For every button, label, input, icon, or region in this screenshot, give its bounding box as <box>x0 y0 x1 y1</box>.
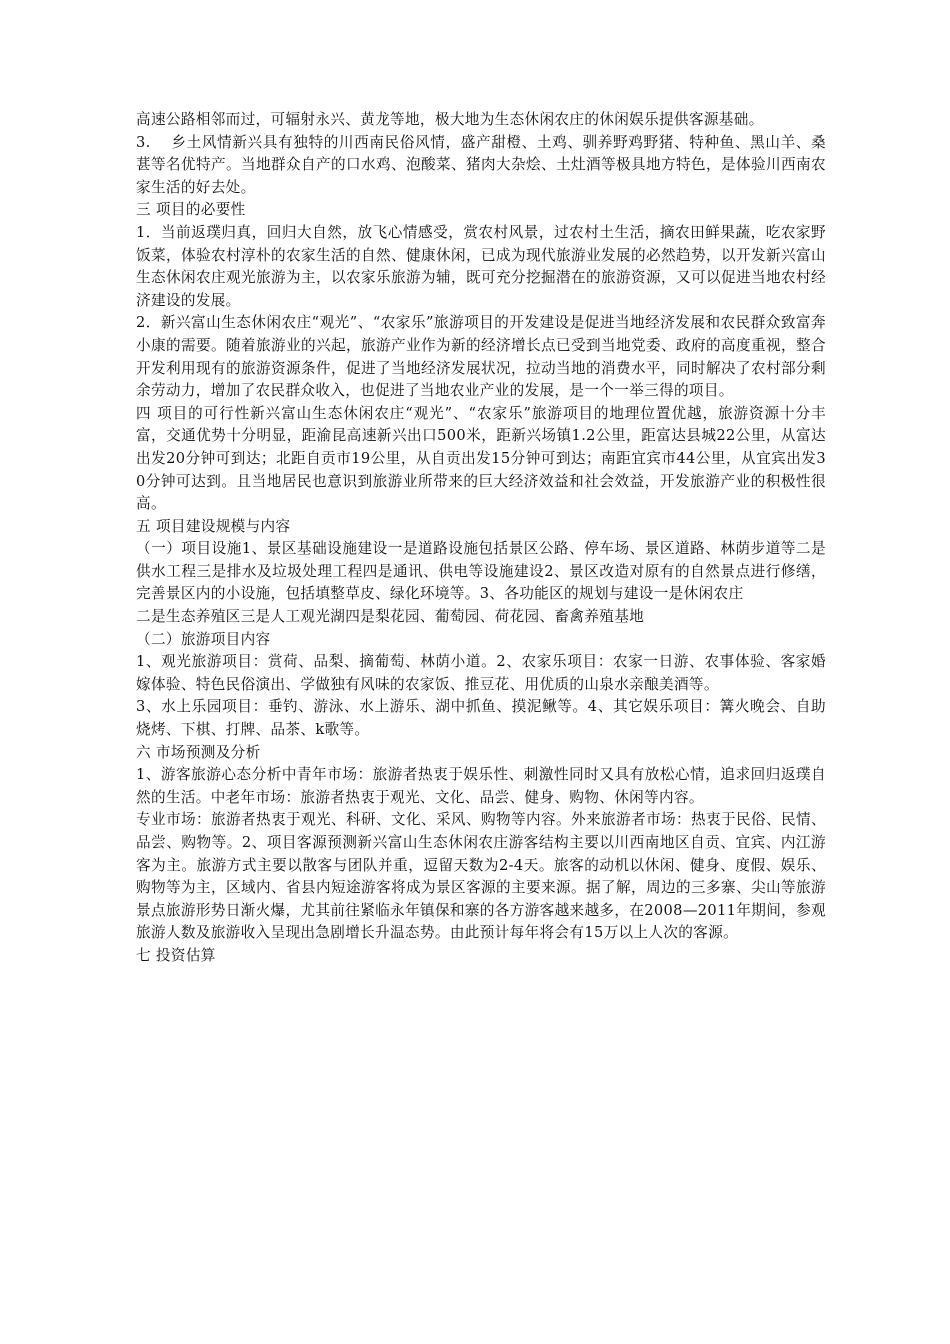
paragraph-customer-source: 高速公路相邻而过，可辐射永兴、黄龙等地，极大地为生态休闲农庄的休闲娱乐提供客源基础。 <box>136 111 764 128</box>
paragraph-functional-areas: 二是生态养殖区三是人工观光湖四是梨花园、葡萄园、荷花园、畜禽养殖基地 <box>136 608 645 626</box>
paragraph-water-park-items: 3、水上乐园项目：垂钓、游泳、水上游乐、湖中抓鱼、摸泥鳅等。4、其它娱乐项目：篝火晚会、自助烧烤、下棋、打牌、品茶、k歌等。 <box>136 698 826 739</box>
paragraph-necessity-1: 1．当前返璞归真，回归大自然，放飞心情感受，赏农村风景，过农村土生活，摘农田鲜果蔬，吃农家野饭菜，体验农村淳朴的农家生活的自然、健康休闲，已成为现代旅游业发展的必然趋势，以开发新兴富山生态休闲农庄观光旅游为主，以农家乐旅游为辅，既可充分挖掘潜在的旅游资源，又可以促进当地农村经济建设的发展。 <box>136 223 826 309</box>
heading-section-3-necessity: 三 项目的必要性 <box>136 201 246 219</box>
document-body <box>136 109 826 968</box>
heading-section-5-scale: 五 项目建设规模与内容 <box>136 517 291 535</box>
paragraph-market-forecast: 专业市场：旅游者热衷于观光、科研、文化、采风、购物等内容。外来旅游者市场：热衷于民俗、民情、品尝、购物等。2、项目客源预测新兴富山生态休闲农庄游客结构主要以川西南地区自贡、宜宾、内江游客为主。旅游方式主要以散客与团队并重，逗留天数为2-4天。旅客的动机以休闲、健身、度假、娱乐、购物等为主，区域内、省县内短途游客将成为景区客源的主要来源。据了解，周边的三多寨、尖山等旅游景点旅游形势日渐火爆，尤其前往紧临永年镇保和寨的各方游客越来越多，在2008—2011年期间，参观旅游人数及旅游收入呈现出急剧增长升温态势。由此预计每年将会有15万以上人次的客源。 <box>136 811 826 942</box>
paragraph-section-4-feasibility: 四 项目的可行性新兴富山生态休闲农庄“观光”、“农家乐”旅游项目的地理位置优越，旅游资源十分丰富，交通优势十分明显，距渝昆高速新兴出口500米，距新兴场镇1.2公里，距富达县城22公里，从富达出发20分钟可到达；北距自贡市19公里，从自贡出发15分钟可到达；南距宜宾市44公里，从宜宾出发30分钟可达到。且当地居民也意识到旅游业所带来的巨大经济效益和社会效益，开发旅游产业的积极性很高。 <box>136 404 826 513</box>
heading-section-7-investment: 七 投资估算 <box>136 946 216 964</box>
heading-section-6-market: 六 市场预测及分析 <box>136 743 261 761</box>
heading-tourism-items: （二）旅游项目内容 <box>136 630 271 648</box>
paragraph-necessity-2: 2．新兴富山生态休闲农庄“观光”、“农家乐”旅游项目的开发建设是促进当地经济发展和农民群众致富奔小康的需要。随着旅游业的兴起，旅游产业作为新的经济增长点已受到当地党委、政府的高度重视，整合开发利用现有的旅游资源条件，促进了当地经济发展状况，拉动当地的消费水平，同时解决了农村部分剩余劳动力，增加了农民群众收入，也促进了当地农业产业的发展，是一个一举三得的项目。 <box>136 314 826 400</box>
paragraph-local-customs: 3. 乡土风情新兴具有独特的川西南民俗风情，盛产甜橙、土鸡、驯养野鸡野猪、特种鱼、黑山羊、桑葚等名优特产。当地群众自产的口水鸡、泡酸菜、猪肉大杂烩、土灶酒等极具地方特色，是体验川西南农家生活的好去处。 <box>136 133 826 196</box>
paragraph-visitor-mentality: 1、游客旅游心态分析中青年市场：旅游者热衷于娱乐性、刺激性同时又具有放松心情，追求回归返璞自然的生活。中老年市场：旅游者热衷于观光、文化、品尝、健身、购物、休闲等内容。 <box>136 766 826 806</box>
paragraph-sightseeing-items: 1、观光旅游项目：赏荷、品梨、摘葡萄、林荫小道。2、农家乐项目：农家一日游、农事体验、客家婚嫁体验、特色民俗演出、学做独有风味的农家饭、推豆花、用优质的山泉水亲酿美酒等。 <box>136 653 826 693</box>
paragraph-facilities: （一）项目设施1、景区基础设施建设一是道路设施包括景区公路、停车场、景区道路、林荫步道等二是供水工程三是排水及垃圾处理工程四是通讯、供电等设施建设2、景区改造对原有的自然景点进行修缮，完善景区内的小设施，包括填整草皮、绿化环境等。3、各功能区的规划与建设一是休闲农庄 <box>136 540 826 603</box>
